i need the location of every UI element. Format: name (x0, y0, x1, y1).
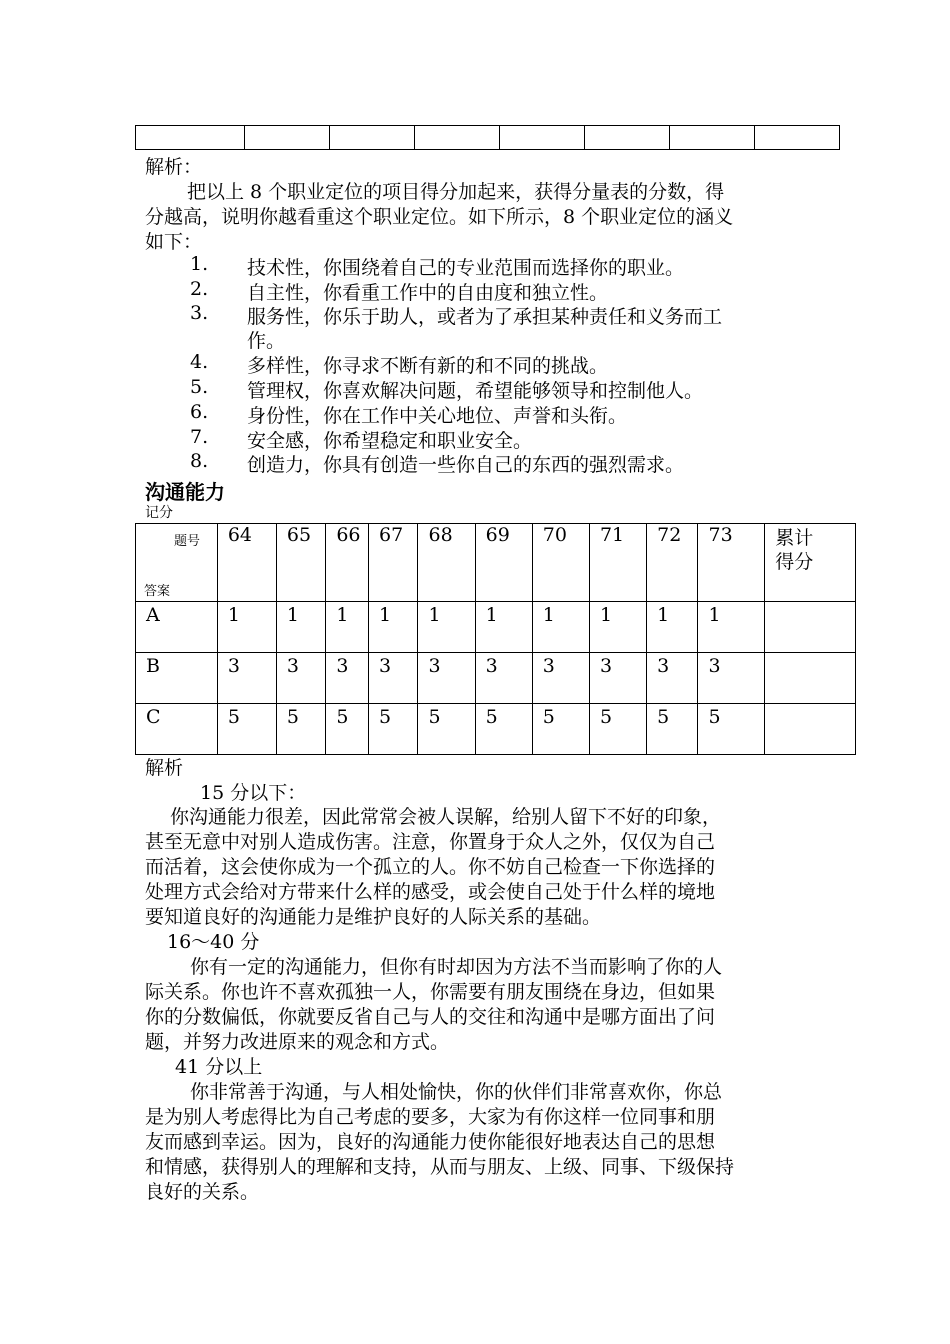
table-cell (755, 126, 840, 150)
career-intro-line: 如下： (145, 231, 203, 253)
answer-option: A (136, 602, 218, 653)
question-header: 69 (475, 524, 532, 602)
list-item-number: 6. (190, 401, 209, 423)
band-text-line: 你沟通能力很差，因此常常会被人误解，给别人留下不好的印象， (170, 806, 722, 828)
band-text-line: 题，并努力改进原来的观念和方式。 (145, 1031, 450, 1053)
band-text-line: 你非常善于沟通，与人相处愉快，你的伙伴们非常喜欢你，你总 (190, 1081, 723, 1103)
total-header-line: 得分 (775, 551, 814, 573)
previous-table-fragment (135, 125, 840, 150)
score-table (135, 523, 856, 755)
score-cell: 3 (217, 653, 276, 704)
table-row (136, 704, 856, 755)
score-cell: 1 (647, 602, 698, 653)
list-item: 身份性，你在工作中关心地位、声誉和头衔。 (247, 405, 628, 427)
career-intro-line: 分越高，说明你越看重这个职业定位。如下所示，8 个职业定位的涵义 (145, 206, 734, 228)
score-cell: 3 (532, 653, 589, 704)
score-cell: 5 (418, 704, 475, 755)
score-cell: 5 (326, 704, 369, 755)
score-cell: 1 (217, 602, 276, 653)
band-text-line: 而活着，这会使你成为一个孤立的人。你不妨自己检查一下你选择的 (145, 856, 716, 878)
score-cell: 3 (276, 653, 325, 704)
score-cell: 1 (532, 602, 589, 653)
list-item: 服务性，你乐于助人，或者为了承担某种责任和义务而工 (247, 306, 723, 328)
table-header-row (136, 524, 856, 602)
band-text-line: 你有一定的沟通能力，但你有时却因为方法不当而影响了你的人 (190, 956, 723, 978)
band-text-line: 良好的关系。 (145, 1181, 260, 1203)
question-header: 73 (698, 524, 765, 602)
band-text-line: 处理方式会给对方带来什么样的感受，或会使自己处于什么样的境地 (145, 881, 716, 903)
score-cell: 5 (532, 704, 589, 755)
question-header: 67 (369, 524, 418, 602)
list-item: 创造力，你具有创造一些你自己的东西的强烈需求。 (247, 454, 685, 476)
question-number-label: 题号 (174, 534, 201, 549)
score-cell: 5 (369, 704, 418, 755)
score-cell: 5 (276, 704, 325, 755)
score-band-range: 16～40 分 (167, 931, 260, 953)
table-cell (500, 126, 585, 150)
band-text-line: 你的分数偏低，你就要反省自己与人的交往和沟通中是哪方面出了问 (145, 1006, 716, 1028)
answer-option: B (136, 653, 218, 704)
band-text-line: 要知道良好的沟通能力是维护良好的人际关系的基础。 (145, 906, 602, 928)
question-header: 68 (418, 524, 475, 602)
list-item: 技术性，你围绕着自己的专业范围而选择你的职业。 (247, 257, 685, 279)
question-header: 72 (647, 524, 698, 602)
score-cell: 3 (326, 653, 369, 704)
score-cell: 5 (475, 704, 532, 755)
score-band-range: 41 分以上 (175, 1056, 263, 1078)
list-item-number: 3. (190, 302, 209, 324)
question-header: 64 (217, 524, 276, 602)
score-cell: 3 (698, 653, 765, 704)
question-header: 70 (532, 524, 589, 602)
communication-analysis-label: 解析 (145, 757, 184, 779)
list-item: 安全感，你希望稳定和职业安全。 (247, 430, 533, 452)
score-cell: 1 (475, 602, 532, 653)
career-analysis-label: 解析： (145, 156, 203, 178)
list-item-continuation: 作。 (247, 330, 286, 352)
score-cell: 5 (647, 704, 698, 755)
list-item-number: 2. (190, 278, 209, 300)
score-cell: 3 (369, 653, 418, 704)
total-score-cell (765, 704, 856, 755)
score-label: 记分 (145, 505, 173, 521)
score-band-range: 15 分以下： (200, 782, 307, 804)
table-cell (245, 126, 330, 150)
band-text-line: 甚至无意中对别人造成伤害。注意，你置身于众人之外，仅仅为自己 (145, 831, 716, 853)
score-cell: 5 (589, 704, 646, 755)
list-item-number: 1. (190, 253, 209, 275)
band-text-line: 际关系。你也许不喜欢孤独一人，你需要有朋友围绕在身边，但如果 (145, 981, 716, 1003)
score-cell: 3 (475, 653, 532, 704)
question-header: 71 (589, 524, 646, 602)
table-cell (415, 126, 500, 150)
total-score-cell (765, 602, 856, 653)
career-intro-line: 把以上 8 个职业定位的项目得分加起来，获得分量表的分数，得 (187, 181, 725, 203)
table-cell (330, 126, 415, 150)
list-item-number: 5. (190, 376, 209, 398)
score-cell: 5 (217, 704, 276, 755)
band-text-line: 和情感，获得别人的理解和支持，从而与朋友、上级、同事、下级保持 (145, 1156, 735, 1178)
score-cell: 1 (418, 602, 475, 653)
list-item: 自主性，你看重工作中的自由度和独立性。 (247, 282, 609, 304)
section-title: 沟通能力 (145, 480, 225, 504)
question-header: 66 (326, 524, 369, 602)
list-item-number: 4. (190, 351, 209, 373)
list-item: 多样性，你寻求不断有新的和不同的挑战。 (247, 355, 609, 377)
table-row (136, 653, 856, 704)
total-score-header (765, 524, 856, 602)
list-item: 管理权，你喜欢解决问题，希望能够领导和控制他人。 (247, 380, 704, 402)
score-cell: 5 (698, 704, 765, 755)
list-item-number: 7. (190, 426, 209, 448)
table-cell (136, 126, 245, 150)
score-cell: 1 (276, 602, 325, 653)
band-text-line: 友而感到幸运。因为，良好的沟通能力使你能很好地表达自己的思想 (145, 1131, 716, 1153)
total-header-line: 累计 (775, 527, 814, 549)
question-header: 65 (276, 524, 325, 602)
band-text-line: 是为别人考虑得比为自己考虑的要多，大家为有你这样一位同事和朋 (145, 1106, 716, 1128)
table-cell (670, 126, 755, 150)
answer-label: 答案 (144, 584, 171, 599)
score-cell: 1 (589, 602, 646, 653)
score-cell: 1 (698, 602, 765, 653)
table-row (136, 602, 856, 653)
diagonal-header-cell (136, 524, 218, 602)
list-item-number: 8. (190, 450, 209, 472)
score-cell: 1 (326, 602, 369, 653)
score-cell: 3 (647, 653, 698, 704)
score-cell: 1 (369, 602, 418, 653)
total-score-cell (765, 653, 856, 704)
table-cell (585, 126, 670, 150)
score-cell: 3 (418, 653, 475, 704)
score-cell: 3 (589, 653, 646, 704)
answer-option: C (136, 704, 218, 755)
